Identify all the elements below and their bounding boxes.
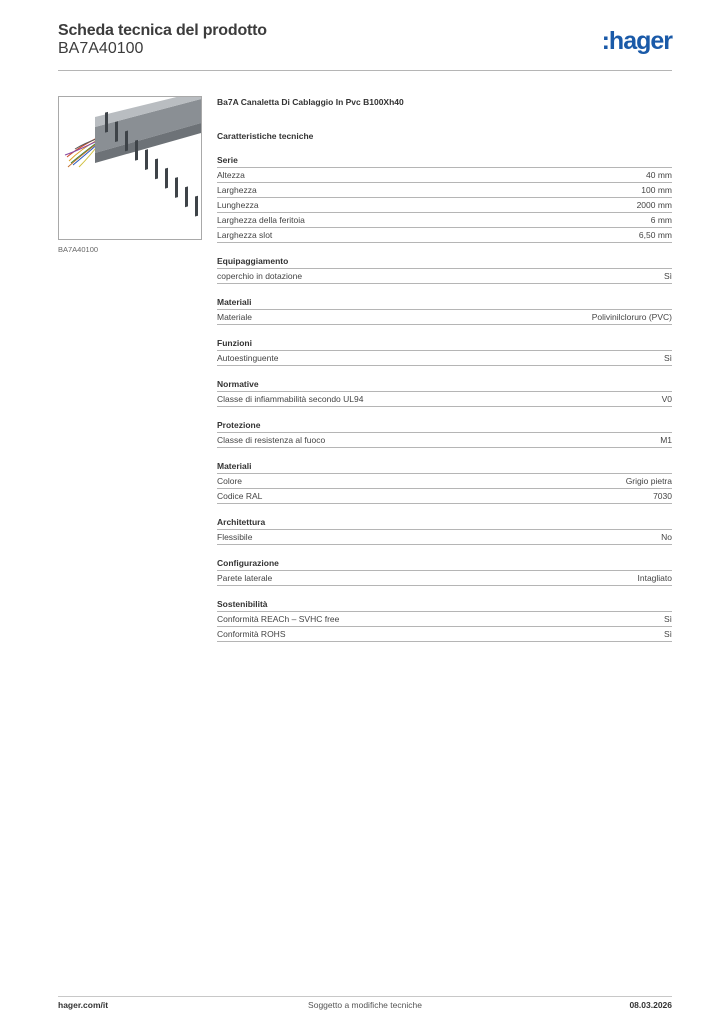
spec-label: Colore xyxy=(217,476,243,486)
product-image xyxy=(58,96,202,240)
spec-label: Conformità REACh – SVHC free xyxy=(217,614,340,624)
document-title: Scheda tecnica del prodotto xyxy=(58,22,267,39)
footer-website: hager.com/it xyxy=(58,1000,109,1010)
spec-label: Codice RAL xyxy=(217,491,263,501)
group-title: Funzioni xyxy=(217,337,672,351)
footer-date: 08.03.2026 xyxy=(629,1000,672,1010)
spec-label: coperchio in dotazione xyxy=(217,271,303,281)
group-title: Materiali xyxy=(217,296,672,310)
spec-row xyxy=(217,168,672,183)
spec-label: Autoestinguente xyxy=(217,353,279,363)
spec-label: Larghezza slot xyxy=(217,230,273,240)
spec-row xyxy=(217,310,672,325)
spec-row xyxy=(217,198,672,213)
group-title: Configurazione xyxy=(217,557,672,571)
spec-row xyxy=(217,228,672,243)
document-header xyxy=(58,22,672,71)
section-heading: Caratteristiche tecniche xyxy=(217,131,314,141)
spec-value: No xyxy=(661,532,672,542)
spec-value: 100 mm xyxy=(641,185,672,195)
spec-label: Altezza xyxy=(217,170,245,180)
group-title: Protezione xyxy=(217,419,672,433)
wires xyxy=(65,137,99,167)
spec-value: V0 xyxy=(661,394,672,404)
spec-content xyxy=(217,96,672,642)
spec-row xyxy=(217,392,672,407)
spec-label: Larghezza xyxy=(217,185,257,195)
spec-row xyxy=(217,571,672,586)
spec-label: Classe di infiammabilità secondo UL94 xyxy=(217,394,364,404)
group-title: Architettura xyxy=(217,516,672,530)
spec-groups xyxy=(217,154,672,642)
spec-value: Sì xyxy=(663,353,672,363)
spec-row xyxy=(217,489,672,504)
product-code: BA7A40100 xyxy=(58,40,144,57)
spec-value: M1 xyxy=(660,435,672,445)
spec-label: Flessibile xyxy=(217,532,253,542)
group-title: Serie xyxy=(217,154,672,168)
spec-label: Conformità ROHS xyxy=(217,629,286,639)
spec-label: Lunghezza xyxy=(217,200,259,210)
spec-label: Materiale xyxy=(217,312,252,322)
hager-logo: :hager xyxy=(601,27,672,55)
spec-value: 2000 mm xyxy=(636,200,672,210)
spec-label: Classe di resistenza al fuoco xyxy=(217,435,326,445)
spec-value: 7030 xyxy=(653,491,672,501)
cable-duct-illustration xyxy=(59,97,201,239)
spec-label: Parete laterale xyxy=(217,573,273,583)
spec-row xyxy=(217,351,672,366)
spec-value: Sì xyxy=(663,629,672,639)
spec-row xyxy=(217,269,672,284)
spec-label: Larghezza della feritoia xyxy=(217,215,305,225)
spec-row xyxy=(217,627,672,642)
group-title: Normative xyxy=(217,378,672,392)
spec-row xyxy=(217,183,672,198)
spec-value: Polivinilcloruro (PVC) xyxy=(591,312,672,322)
spec-value: 40 mm xyxy=(646,170,672,180)
spec-value: 6,50 mm xyxy=(638,230,672,240)
document-footer xyxy=(58,996,672,1011)
spec-row xyxy=(217,474,672,489)
spec-row xyxy=(217,213,672,228)
image-caption: BA7A40100 xyxy=(58,245,99,254)
group-title: Sostenibilità xyxy=(217,598,672,612)
spec-value: Sì xyxy=(663,271,672,281)
spec-value: Grigio pietra xyxy=(625,476,672,486)
footer-notice: Soggetto a modifiche tecniche xyxy=(308,1000,422,1010)
group-title: Materiali xyxy=(217,460,672,474)
spec-row xyxy=(217,530,672,545)
product-name: Ba7A Canaletta Di Cablaggio In Pvc B100Xh40 xyxy=(217,97,404,107)
spec-value: 6 mm xyxy=(650,215,672,225)
group-title: Equipaggiamento xyxy=(217,255,672,269)
spec-value: Sì xyxy=(663,614,672,624)
spec-row xyxy=(217,433,672,448)
spec-value: Intagliato xyxy=(637,573,672,583)
spec-row xyxy=(217,612,672,627)
